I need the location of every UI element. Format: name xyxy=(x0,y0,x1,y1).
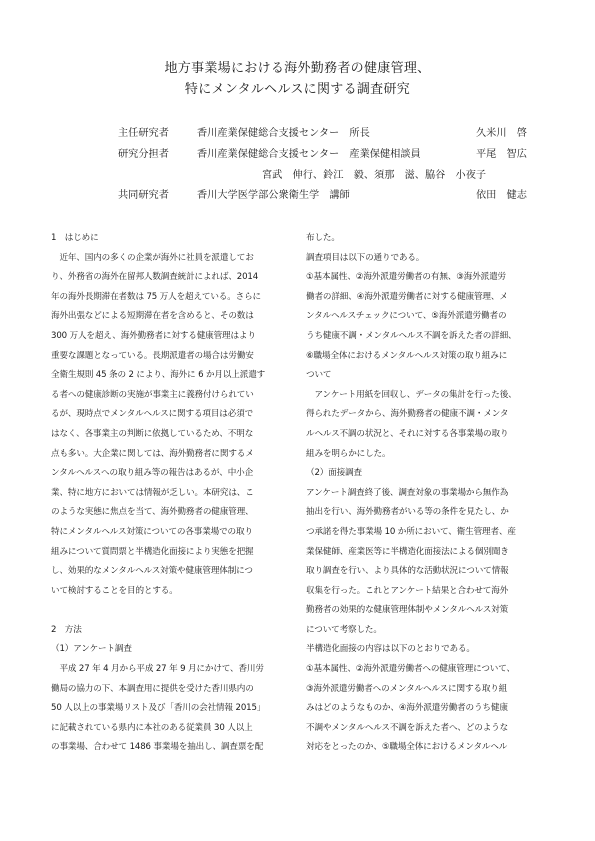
body-line: 重要な課題となっている。長期派遣者の場合は労働安 xyxy=(51,350,254,361)
body-line: のような実態に焦点を当て、海外勤務者の健康管理、 xyxy=(51,507,254,518)
body-line: 平成 27 年 4 月から平成 27 年 9 月にかけて、香川労 xyxy=(51,664,264,675)
body-line: 勤務者の効果的な健康管理体制やメンタルヘルス対策 xyxy=(306,605,509,616)
body-line: 年の海外長期滞在者数は 75 万人を超えている。さらに xyxy=(51,291,262,302)
body-line: 取り調査を行い、より具体的な活動状況について情報 xyxy=(306,566,509,577)
body-line: 特にメンタルヘルス対策についての各事業場での取り xyxy=(51,526,253,537)
body-line: 全衛生規則 45 条の 2 により、海外に 6 か月以上派遣す xyxy=(51,370,266,381)
body-line: 対応をとったのか、⑤職場全体におけるメンタルヘル xyxy=(306,742,508,753)
author-affiliation: 香川産業保健総合支援センター 所長 xyxy=(197,128,370,139)
author-name: 平尾 智広 xyxy=(476,149,527,160)
section-heading: 1 はじめに xyxy=(51,233,99,243)
subsection-heading: （1）アンケート調査 xyxy=(51,644,132,655)
body-line: 不調やメンタルヘルス不調を訴えた者へ、どのような xyxy=(306,722,509,733)
title-line-1: 地方事業場における海外勤務者の健康管理、 xyxy=(164,61,431,76)
body-line: いて検討することを目的とする。 xyxy=(51,585,178,596)
body-line: みはどのようなものか、④海外派遣労働者のうち健康 xyxy=(306,703,508,714)
author-role: 主任研究者 xyxy=(118,128,169,139)
author-name: 依田 健志 xyxy=(476,190,527,201)
body-line: 50 人以上の事業場リスト及び「香川の会社情報 2015」 xyxy=(51,703,266,714)
body-line: 調査項目は以下の通りである。 xyxy=(306,252,425,263)
body-line: 収集を行った。これとアンケート結果と合わせて海外 xyxy=(306,585,509,596)
body-line: の事業場、合わせて 1486 事業場を抽出し、調査票を配 xyxy=(51,742,264,753)
body-line: 働局の協力の下、本調査用に提供を受けた香川県内の xyxy=(51,683,254,694)
body-line: ンタルヘルスチェックについて、⑤海外派遣労働者の xyxy=(306,311,507,322)
body-line: 点も多い。大企業に関しては、海外勤務者に関するメ xyxy=(51,448,254,459)
body-line: 業保健師、産業医等に半構造化面接法による個別聞き xyxy=(306,546,509,557)
body-line: ①基本属性、②海外派遣労働者への健康管理について、 xyxy=(306,664,515,675)
left-column xyxy=(51,229,294,758)
body-line: 近年、国内の多くの企業が海外に社員を派遣してお xyxy=(51,252,254,263)
author-role: 研究分担者 xyxy=(118,149,169,160)
author-affiliation: 香川産業保健総合支援センター 産業保健相談員 xyxy=(197,149,421,160)
body-line: アンケート調査終了後、調査対象の事業場から無作為 xyxy=(306,487,509,498)
right-column xyxy=(306,229,549,758)
title-line-2: 特にメンタルヘルスに関する調査研究 xyxy=(184,82,411,97)
section-heading: 2 方法 xyxy=(51,624,82,635)
author-affiliation: 香川大学医学部公衆衛生学 講師 xyxy=(197,190,350,201)
body-line: し、効果的なメンタルヘルス対策や健康管理体制につ xyxy=(51,566,253,577)
body-line: 半構造化面接の内容は以下のとおりである。 xyxy=(306,644,475,655)
body-line: ①基本属性、②海外派遣労働者の有無、③海外派遣労 xyxy=(306,272,506,283)
blank-line xyxy=(51,601,294,621)
body-line: ⑥職場全体におけるメンタルヘルス対策の取り組みに xyxy=(306,350,508,361)
body-line: 組みについて質問票と半構造化面接により実態を把握 xyxy=(51,546,254,557)
author-name: 久米川 啓 xyxy=(476,128,527,139)
body-line: り、外務省の海外在留邦人数調査統計によれば、2014 xyxy=(51,272,259,283)
body-line: 布した。 xyxy=(306,233,340,243)
body-line: 組みを明らかにした。 xyxy=(306,448,391,459)
author-role: 共同研究者 xyxy=(118,190,169,201)
subsection-heading: （2）面接調査 xyxy=(306,468,362,479)
body-line: 海外出張などによる短期滞在者を含めると、その数は xyxy=(51,311,254,322)
body-line: 業、特に地方においては情報が乏しい。本研究は、こ xyxy=(51,487,254,498)
body-line: ついて xyxy=(306,370,332,381)
author-name: 宮武 伸行、鈴江 毅、須那 滋、脇谷 小夜子 xyxy=(262,170,487,181)
body-line: つ承諾を得た事業場 10 か所において、衛生管理者、産 xyxy=(306,526,516,537)
body-line: 働者の詳細、④海外派遣労働者に対する健康管理、メ xyxy=(306,291,508,302)
paper-title xyxy=(0,58,595,100)
body-line: 抽出を行い、海外勤務者がいる等の条件を見たし、か xyxy=(306,507,509,518)
body-line: アンケート用紙を回収し、データの集計を行った後、 xyxy=(306,389,517,400)
body-line: うち健康不調・メンタルヘルス不調を訴えた者の詳細、 xyxy=(306,330,517,341)
body-line: 得られたデータから、海外勤務者の健康不調・メンタ xyxy=(306,409,509,420)
body-line: ③海外派遣労働者へのメンタルヘルスに関する取り組 xyxy=(306,683,508,694)
body-line: ルヘルス不調の状況と、それに対する各事業場の取り xyxy=(306,428,509,439)
body-line: はなく、各事業主の判断に依拠しているため、不明な xyxy=(51,428,254,439)
body-line: ンタルヘルスへの取り組み等の報告はあるが、中小企 xyxy=(51,468,254,479)
body-line: る者への健康診断の実施が事業主に義務付けられてい xyxy=(51,389,254,400)
body-line: るが、現時点でメンタルヘルスに関する項目は必須で xyxy=(51,409,254,420)
body-line: 300 万人を超え、海外勤務者に対する健康管理はより xyxy=(51,330,256,341)
body-line: に記載されている県内に本社のある従業員 30 人以上 xyxy=(51,722,253,733)
body-line: について考察した。 xyxy=(306,624,382,635)
